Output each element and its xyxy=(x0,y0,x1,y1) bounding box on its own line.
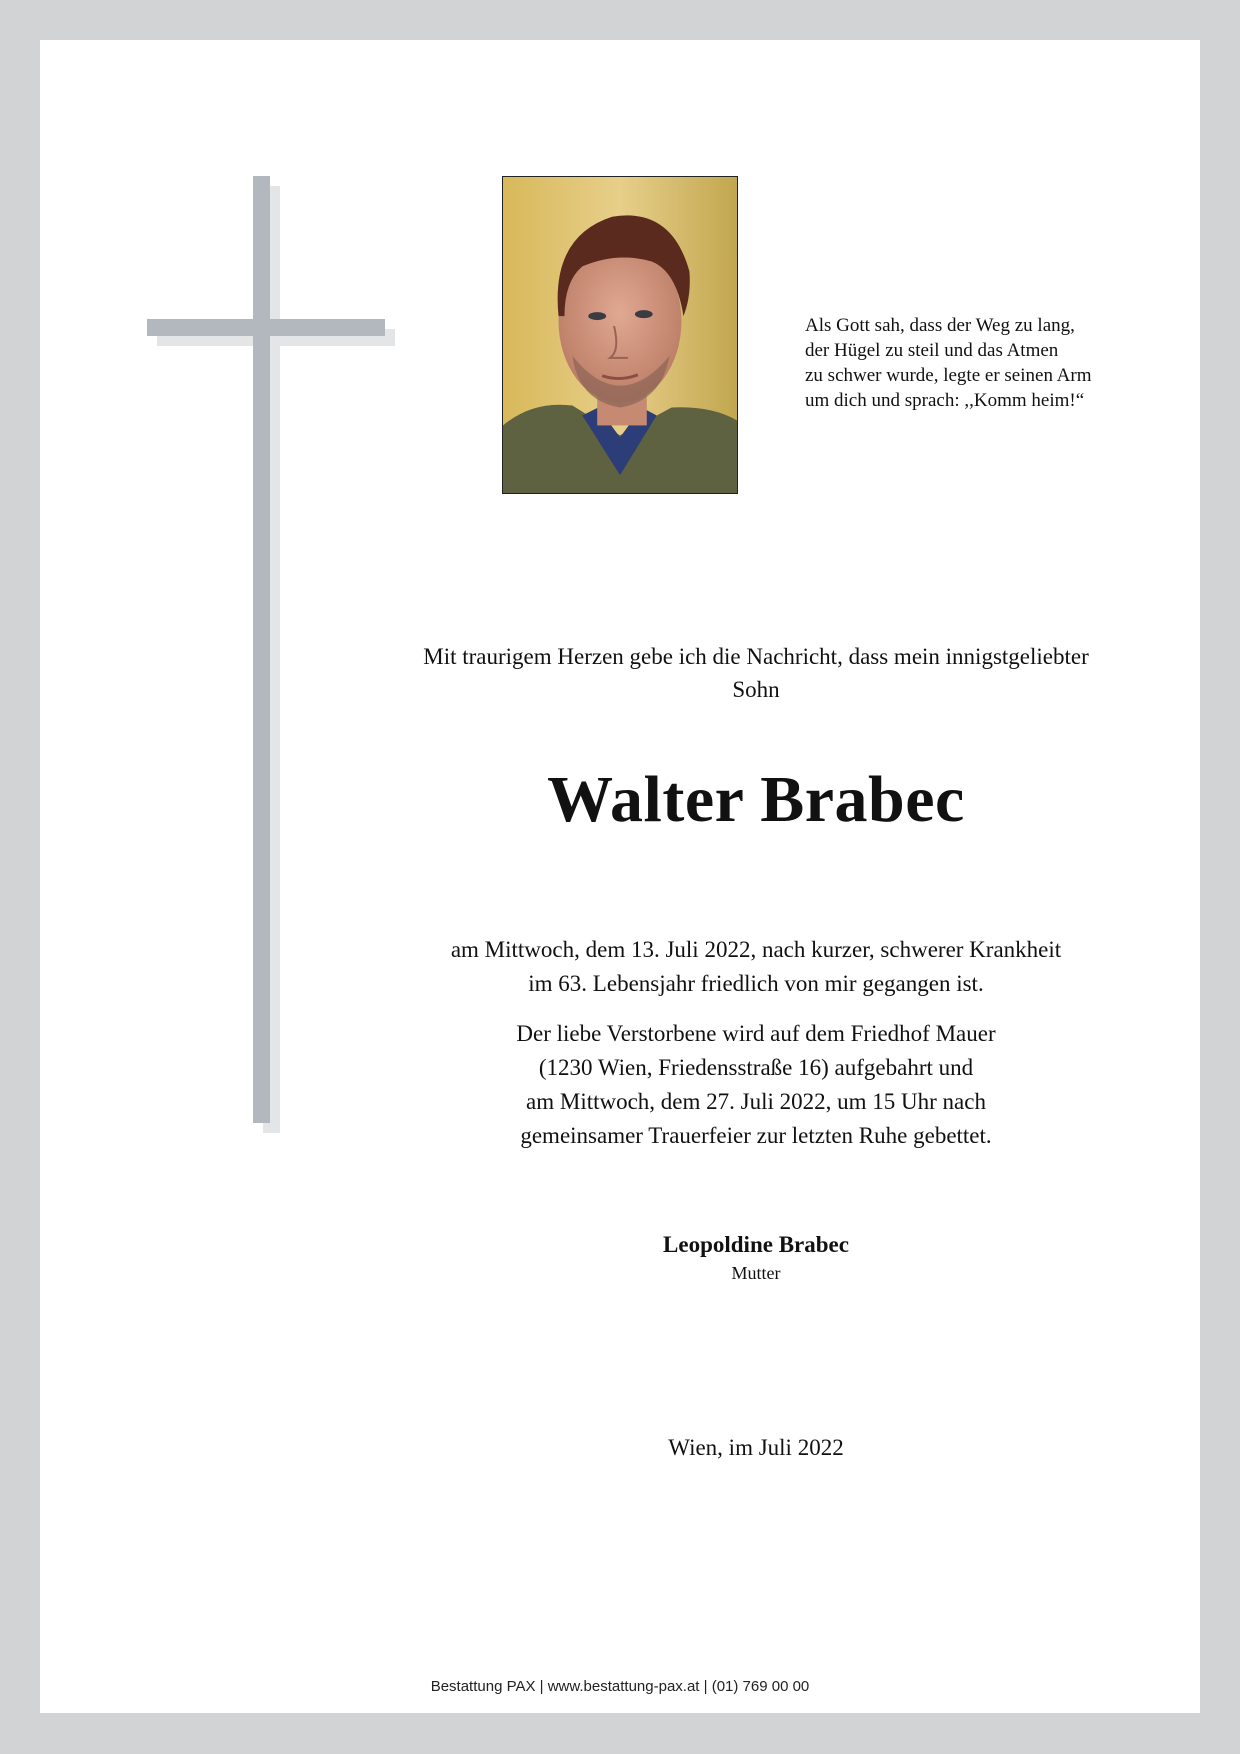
intro-line: Sohn xyxy=(732,677,780,702)
poem-line: zu schwer wurde, legte er seinen Arm xyxy=(805,365,1092,386)
intro-line: Mit traurigem Herzen gebe ich die Nachricht, dass mein innigstgeliebter xyxy=(423,644,1089,669)
announcement-intro xyxy=(340,640,1172,706)
portrait-photo xyxy=(502,176,738,494)
notice-line: im 63. Lebensjahr friedlich von mir gegangen ist. xyxy=(528,971,984,996)
signer-name: Leopoldine Brabec xyxy=(663,1232,849,1257)
funeral-line: Der liebe Verstorbene wird auf dem Friedhof Mauer xyxy=(516,1021,996,1046)
cross-icon-horizontal-beam xyxy=(147,319,385,336)
signer-relation: Mutter xyxy=(731,1263,781,1283)
footer-contact: Bestattung PAX | www.bestattung-pax.at | (01) 769 00 00 xyxy=(430,1678,810,1695)
place-date: Wien, im Juli 2022 xyxy=(668,1435,844,1460)
funeral-details-paragraph xyxy=(340,1017,1172,1153)
memorial-poem xyxy=(805,313,1165,413)
poem-line: um dich und sprach: ,,Komm heim!“ xyxy=(805,390,1085,411)
portrait-illustration xyxy=(503,177,737,493)
funeral-line: gemeinsamer Trauerfeier zur letzten Ruhe gebettet. xyxy=(520,1123,992,1148)
funeral-line: (1230 Wien, Friedensstraße 16) aufgebahrt und xyxy=(538,1055,974,1080)
notice-line: am Mittwoch, dem 13. Juli 2022, nach kurzer, schwerer Krankheit xyxy=(450,937,1062,962)
poem-line: Als Gott sah, dass der Weg zu lang, xyxy=(805,315,1075,336)
poem-line: der Hügel zu steil und das Atmen xyxy=(805,340,1059,361)
funeral-line: am Mittwoch, dem 27. Juli 2022, um 15 Uhr nach xyxy=(526,1089,986,1114)
deceased-name: Walter Brabec xyxy=(547,763,965,836)
obituary-sheet xyxy=(40,40,1200,1713)
death-notice-paragraph xyxy=(340,933,1172,1001)
